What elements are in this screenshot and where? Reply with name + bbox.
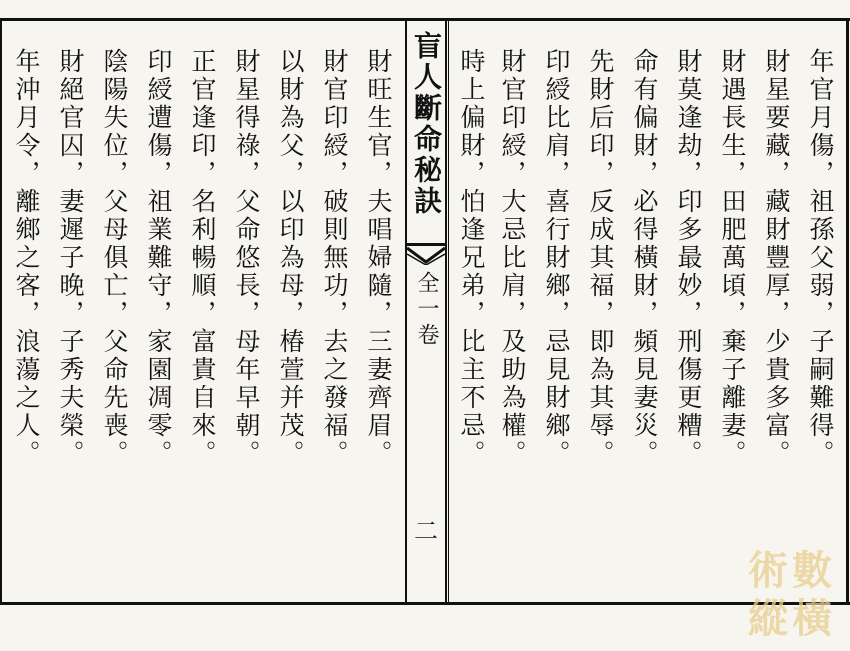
text-column-right-9: 時上偏財，怕逢兄弟，比主不忌。 (457, 48, 486, 468)
text-column-right-1: 年官月傷，祖孫父弱，子嗣難得。 (806, 48, 835, 468)
text-column-right-6: 先財后印，反成其福，即為其辱。 (586, 48, 615, 468)
text-column-right-3: 財遇長生，田肥萬頃，棄子離妻。 (718, 48, 747, 468)
text-column-left-3: 以財為父，以印為母，椿萱并茂。 (276, 48, 305, 468)
text-column-left-5: 正官逢印，名利暢順，富貴自來。 (188, 48, 217, 468)
text-column-right-4: 財莫逢劫，印多最妙，刑傷更糟。 (674, 48, 703, 468)
text-column-right-5: 命有偏財，必得橫財，頻見妻災。 (630, 48, 659, 468)
text-column-left-4: 財星得祿，父命悠長，母年早朝。 (232, 48, 261, 468)
text-column-right-7: 印綬比肩，喜行財鄉，忌見財鄉。 (542, 48, 571, 468)
spine-inner-rule (448, 21, 449, 602)
text-column-left-6: 印綬遭傷，祖業難守，家園凋零。 (144, 48, 173, 468)
book-spine (405, 21, 447, 602)
text-column-left-8: 財絕官囚，妻遲子晚，子秀夫榮。 (56, 48, 85, 468)
text-column-right-2: 財星要藏，藏財豐厚，少貴多富。 (762, 48, 791, 468)
frame-left-border (0, 18, 2, 605)
text-column-left-1: 財旺生官，夫唱婦隨，三妻齊眉。 (364, 48, 393, 468)
spine-volume-label: 全一卷 (414, 271, 439, 349)
fishtail-ornament-icon (407, 243, 445, 265)
text-column-left-7: 陰陽失位，父母俱亡，父命先喪。 (100, 48, 129, 468)
frame-bottom-border (0, 602, 850, 605)
text-column-left-9: 年沖月令，離鄉之客，浪蕩之人。 (12, 48, 41, 468)
watermark-seal-icon: 術 數 縱 橫 (748, 547, 832, 642)
spine-title: 盲人斷命秘訣 (410, 31, 443, 217)
text-column-right-8: 財官印綬，大忌比肩，及助為權。 (498, 48, 527, 468)
page-number: 二 (414, 517, 438, 545)
frame-right-border (846, 18, 849, 605)
text-column-left-2: 財官印綬，破則無功，去之發福。 (320, 48, 349, 468)
